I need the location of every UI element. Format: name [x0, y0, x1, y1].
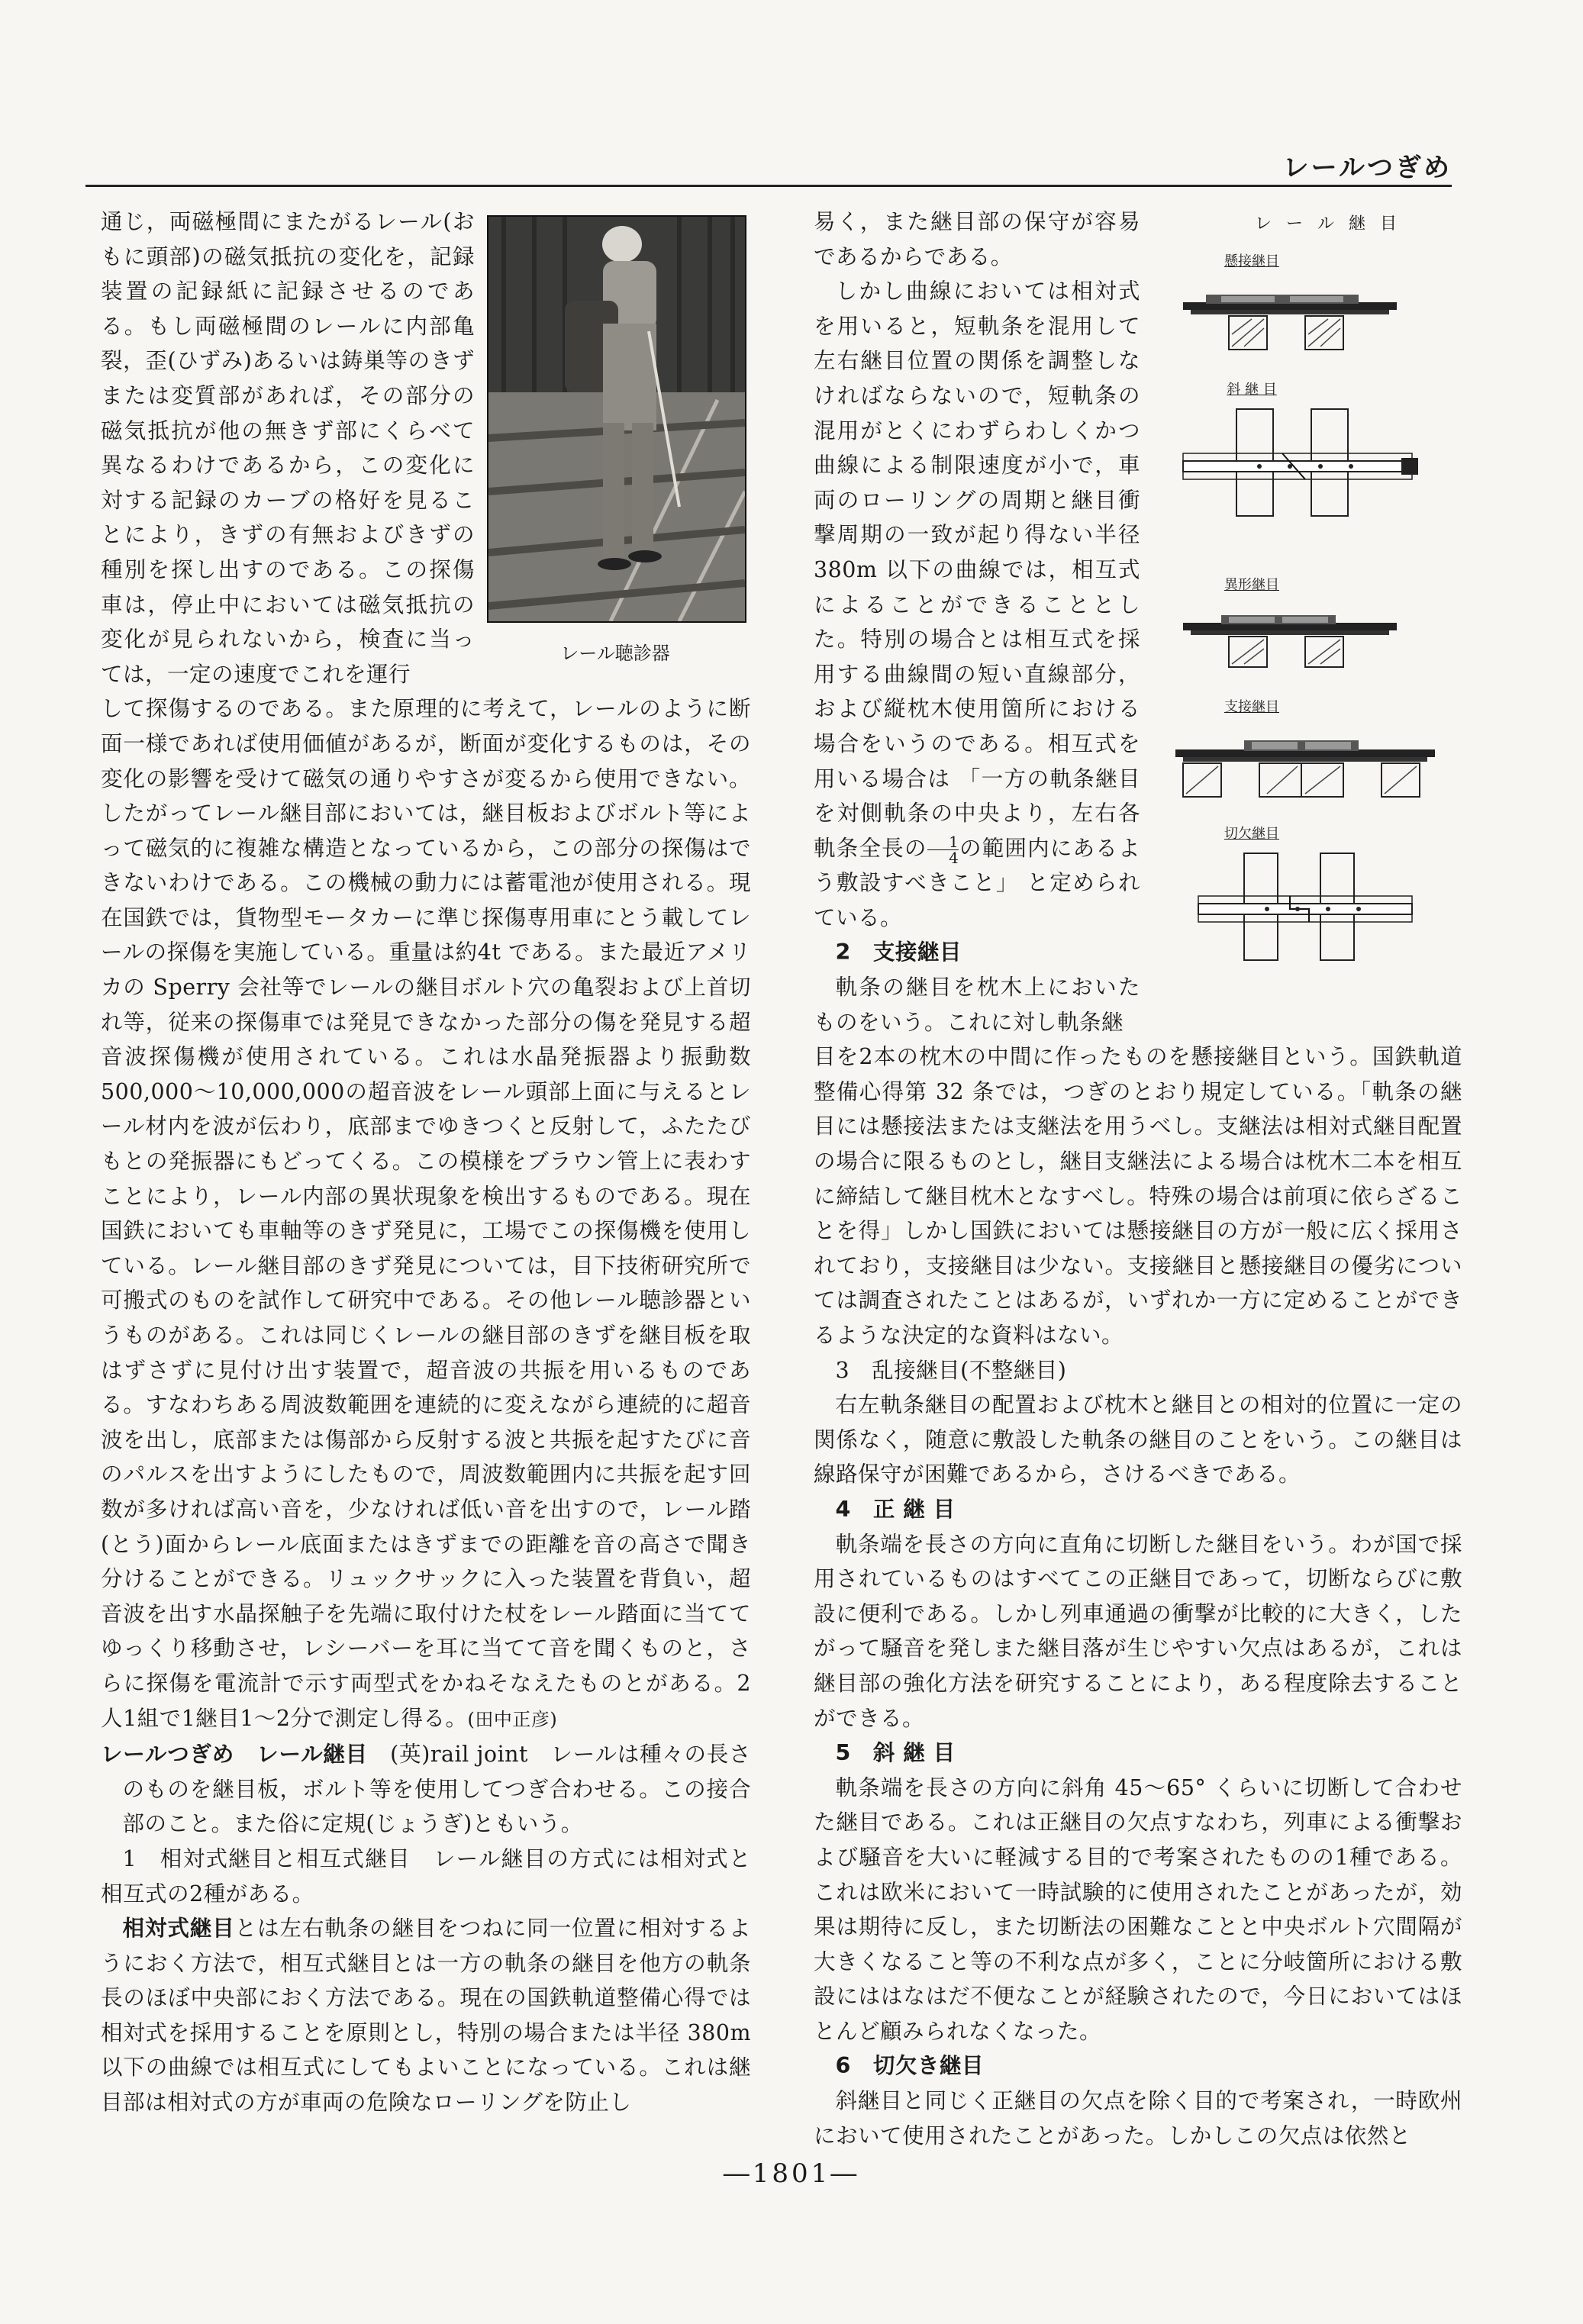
header-rule: [85, 185, 1452, 187]
section-2-body: 目を2本の枕木の中間に作ったものを懸接継目という。国鉄軌道整備心得第 32 条では，つぎのとおり規定している。「軌条の継目には懸接法または支継法を用うべし。支継法は相対式継目配置の場合に限るものとし，継目支継法による場合は枕木二本を相互に締結して継目枕木となすべし。特殊の場合は前項に依らざることを得」しかし国鉄においては懸接継目の方が一般に広く採用されており，支接継目は少ない。支接継目と懸接継目の優劣については調査されたことはあるが，いずれか一方に定めることができるような決定的な資料はない。: [814, 1044, 1462, 1348]
entry-rail-joint: [101, 1737, 751, 1842]
section-6-body: 斜継目と同じく正継目の欠点を除く目的で考案され，一時欧州において使用されたことがあった。しかしこの欠点は依然と: [814, 2088, 1462, 2148]
diagram-odd-shaped-joint: [1175, 600, 1404, 676]
section-4-title: 4 正 継 目: [835, 1496, 956, 1522]
section-1-text: レール継目の方式には相対式と相互式の2種がある。: [101, 1845, 751, 1907]
section-1: [101, 1842, 751, 1911]
section-2-wrapped: 軌条の継目を枕木上においたものをいう。これに対し軌条継: [814, 975, 1140, 1035]
right-wrapped-p2a: しかし曲線においては相対式を用いると，短軌条を混用して左右継目位置の関係を調整しなければならないので，短軌条の混用がとくにわずらわしくかつ曲線による制限速度が小で，車両のローリングの周期と継目衝撃周期の一致が起り得ない半径 380m 以下の曲線では，相互式によることができることとした。特別の場合とは相互式を採用する曲線間の短い直線部分，および縦枕木使用箇所における場合をいうのである。相互式を用いる場合は 「一方の軌条継目を対側軌条の中央より，左右各軌条全長の: [814, 279, 1140, 861]
section-2-title: 2 支接継目: [835, 940, 962, 965]
left-wrapped-paragraph: 通じ，両磁極間にまたがるレール(おもに頭部)の磁気抵抗の変化を，記録装置の記録紙に記録させるのである。もし両磁極間のレールに内部亀裂，歪(ひずみ)あるいは鋳巣等のきずまたは変質部があれば，その部分の磁気抵抗が他の無きず部にくらべて異なるわけであるから，この変化に対する記録のカーブの格好を見ることにより，きずの有無およびきずの種別を探し出すのである。この探傷車は，停止中においては磁気抵抗の変化が見られないから，検査に当っては，一定の速度でこれを運行: [101, 209, 475, 687]
left-body-text: して探傷するのである。また原理的に考えて，レールのように断面一様であれば使用価値があるが，断面が変化するものは，その変化の影響を受けて磁気の通りやすさが変るから使用できない。したがってレール継目部においては，継目板およびボルト等によって磁気的に複雑な構造となっているから，この部分の探傷はできないわけである。この機械の動力には蓄電池が使用される。現在国鉄では，貨物型モータカーに準じ探傷専用車にとう載してレールの探傷を実施している。重量は約4t である。また最近アメリカの Sperry 会社等でレールの継目ボルト穴の亀裂および上首切れ等，従来の探傷車では発見できなかった部分の傷を発見する超音波探傷機が使用されている。これは水晶発振器より振動数 500,000～10,000,000の超音波をレール頭部上面に与えるとレール材内を波が伝わり，底部までゆきつくと反射して，ふたたびもとの発振器にもどってくる。この模様をブラウン管上に表わすことにより，レール内部の異状現象を検出するものである。現在国鉄においても車軸等のきず発見に，工場でこの探傷機を使用している。レール継目部のきず発見については，目下技術研究所で可搬式のものを試作して研究中である。その他レール聴診器というものがある。これは同じくレールの継目部のきずを継目板を取はずさずに見付け出す装置で，超音波の共振を用いるものである。すなわちある周波数範囲を連続的に変えながら連続的に超音波を出し，底部または傷部から反射する波と共振を起すたびに音のパルスを出すようにしたもので，周波数範囲内に共振を起す回数が多ければ高い音を，少なければ低い音を出すので，レール踏(とう)面からレール底面またはきずまでの距離を音の高さで聞き分けることができる。リュックサックに入った装置を背負い，超音波を出す水晶探触子を先端に取付けた杖をレール踏面に当ててゆっくり移動させ，レシーバーを耳に当てて音を聞くものと，さらに探傷を電流計で示す両型式をかねそなえたものとがある。2人1組で1継目1～2分で測定し得る。: [101, 696, 751, 1731]
fraction-denominator: 4: [927, 849, 959, 865]
right-wrapped-p1: 易く，また継目部の保守が容易であるからである。: [814, 209, 1140, 269]
fraction-one-quarter: [927, 834, 959, 865]
left-body-paragraph: [101, 691, 751, 1737]
section-1-bold: 相対式継目: [122, 1916, 235, 1942]
right-wrapped-p2: [814, 274, 1140, 935]
diagram-suspended-joint: [1175, 275, 1404, 359]
section-4-body: 軌条端を長さの方向に直角に切断した継目をいう。わが国で採用されているものはすべてこの正継目であって，切断ならびに敷設に便利である。しかし列車通過の衝撃が比較的に大きく，したがって騒音を発しまた継目落が生じやすい欠点はあるが，これは継目部の強化方法を研究することにより，ある程度除去することができる。: [814, 1531, 1462, 1731]
entry-text: レールは種々の長さのものを継目板，ボルト等を使用してつぎ合わせる。この接合部のこと。また俗に定規(じょうぎ)ともいう。: [122, 1742, 751, 1837]
entry-english: (英)rail joint: [390, 1742, 528, 1768]
section-1-body: [101, 1911, 751, 2120]
diagram-notched-joint: [1191, 849, 1420, 963]
section-5-title: 5 斜 継 目: [835, 1740, 956, 1766]
diagram-oblique-joint: [1175, 405, 1427, 519]
author-credit: (田中正彦): [467, 1708, 558, 1730]
section-1-body-text: とは左右軌条の継目をつねに同一位置に相対するようにおく方法で，相互式継目とは一方の軌条の継目を他方の軌条長のほぼ中央部におく方法である。現在の国鉄軌道整備心得では相対式を採用することを原則とし，特別の場合または半径 380m 以下の曲線では相互式にしてもよいことになっている。これは継目部は相対式の方が車両の危険なローリングを防止し: [101, 1916, 751, 2116]
section-4-head: [814, 1492, 1462, 1527]
figure-label-suspended: 懸接継目: [1224, 253, 1279, 269]
figure-label-notched: 切欠継目: [1224, 826, 1279, 842]
diagram-supported-joint: [1168, 722, 1443, 806]
section-5-body: 軌条端を長さの方向に斜角 45～65° くらいに切断して合わせた継目である。これは正継目の欠点すなわち，列車による衝撃および騒音を大いに軽減する目的で考案されたものの1種である。これは欧米において一時試験的に使用されたことがあったが，効果は期待に反し，また切断法の困難なことと中央ボルト穴間隔が大きくなること等の不利な点が多く，ことに分岐箇所における敷設にははなはだ不便なことが経験されたので，今日においてはほとんど顧みられなくなった。: [814, 1774, 1462, 2044]
figure-label-oblique: 斜 継 目: [1227, 382, 1277, 398]
section-3-head: 3 乱接継目(不整継目): [835, 1357, 1067, 1383]
section-3-body: 右左軌条継目の配置および枕木と継目との相対的位置に一定の関係なく，随意に敷設した軌条の継目のことをいう。この継目は線路保守が困難であるから，さけるべきである。: [814, 1392, 1462, 1488]
section-5-head: [814, 1736, 1462, 1771]
section-6-title: 6 切欠き継目: [835, 2053, 984, 2079]
section-2-head: [814, 935, 1140, 970]
figure-title: レ ー ル 継 目: [1255, 214, 1401, 234]
section-6-head: [814, 2048, 1462, 2084]
running-head: レールつぎめ: [1282, 153, 1452, 183]
figure-label-supported: 支接継目: [1224, 699, 1279, 715]
figure-label-odd-shaped: 異形継目: [1224, 577, 1279, 593]
right-wrapped-p2b: の範囲内にあるよう敷設すべきこと」 と定められている。: [814, 835, 1140, 930]
photo-caption: レール聴診器: [560, 643, 670, 664]
entry-headword: レールつぎめ レール継目: [101, 1742, 368, 1768]
fraction-numerator: 1: [949, 832, 959, 851]
page-number: ―1801―: [723, 2158, 860, 2189]
section-1-head: 1 相対式継目と相互式継目: [122, 1845, 411, 1871]
left-column: [101, 205, 751, 2120]
